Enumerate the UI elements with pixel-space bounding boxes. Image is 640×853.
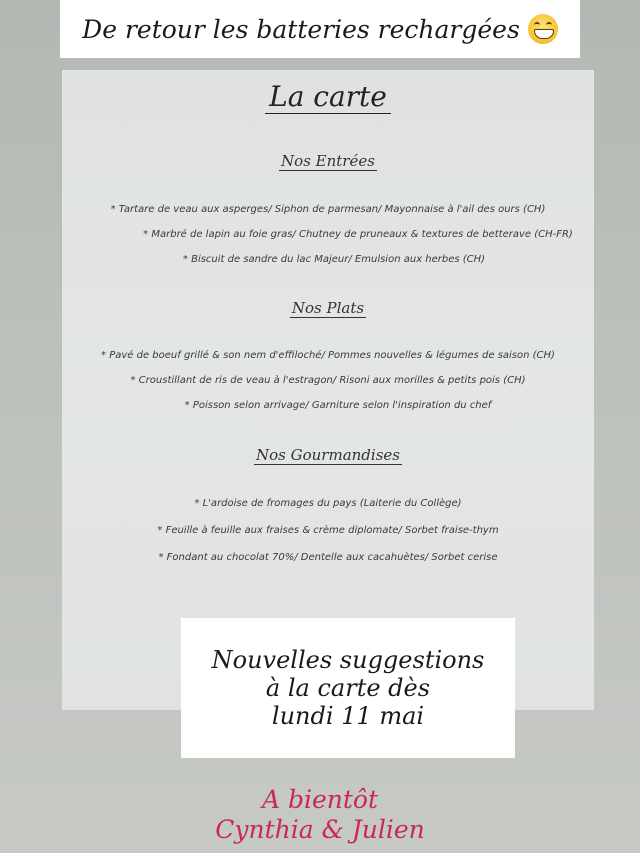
suggestion-card (181, 618, 515, 758)
menu-sheet (62, 70, 594, 710)
menu-item: * Fondant au chocolat 70%/ Dentelle aux cacahuètes/ Sorbet cerise (158, 552, 498, 563)
menu-item: * Tartare de veau aux asperges/ Siphon de parmesan/ Mayonnaise à l'ail des ours (CH) (110, 204, 546, 215)
story-caption (60, 0, 580, 58)
menu-item: * Biscuit de sandre du lac Majeur/ Emulsion aux herbes (CH) (182, 254, 486, 265)
signoff-greeting: A bientôt (261, 785, 379, 814)
section-title-entrees: Nos Entrées (281, 152, 375, 170)
menu-item: * L'ardoise de fromages du pays (Laiterie du Collège) (194, 498, 462, 509)
suggestion-line: Nouvelles suggestions (211, 646, 485, 674)
section-title-plats: Nos Plats (291, 299, 365, 317)
caption-text: De retour les batteries rechargées (82, 14, 520, 44)
section-title-gourmandises: Nos Gourmandises (256, 446, 400, 464)
menu-item: * Poisson selon arrivage/ Garniture selon l'inspiration du chef (184, 400, 492, 411)
menu-item: * Feuille à feuille aux fraises & crème diplomate/ Sorbet fraise-thym (157, 525, 499, 536)
grinning-face-emoji-icon (528, 14, 558, 44)
menu-item: * Pavé de boeuf grillé & son nem d'effiloché/ Pommes nouvelles & légumes de saison (CH) (101, 350, 555, 361)
menu-item: * Croustillant de ris de veau à l'estragon/ Risoni aux morilles & petits pois (CH) (130, 375, 526, 386)
suggestion-line: lundi 11 mai (271, 702, 425, 730)
menu-title: La carte (62, 80, 594, 113)
menu-item: * Marbré de lapin au foie gras/ Chutney de pruneaux & textures de betterave (CH-FR) (143, 229, 573, 240)
suggestion-line: à la carte dès (265, 674, 431, 702)
signoff-names: Cynthia & Julien (215, 815, 425, 844)
